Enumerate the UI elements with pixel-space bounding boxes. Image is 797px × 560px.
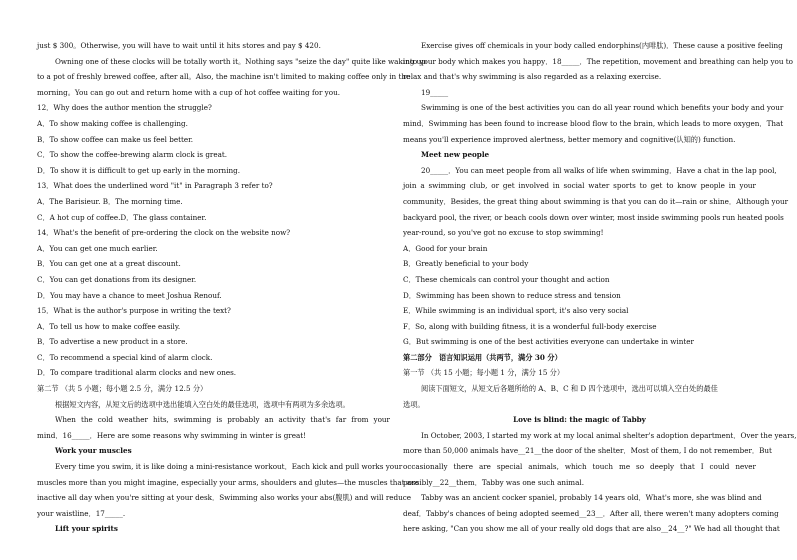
right-column-line: community．Besides, the great thing about swimming is that you can do it—rain or shine．Although your bbox=[403, 196, 789, 206]
right-column-line: 20_____．You can meet people from all walks of life when swimming．Have a chat in the lap pool, bbox=[421, 165, 777, 175]
right-column-line: Love is blind: the magic of Tabby bbox=[513, 415, 646, 425]
left-column-line: D．To compare traditional alarm clocks and new ones. bbox=[37, 368, 237, 378]
right-column-line: occasionally there are special animals, which touch me so deeply that I could never bbox=[403, 462, 756, 472]
right-column-line: here asking, "Can you show me all of your really old dogs that are also__24__?" We had all thought that bbox=[403, 524, 780, 534]
right-column-line: 阅读下面短文，从短文后各题所给的 A、B、C 和 D 四个选项中，选出可以填入空白处的最佳 bbox=[421, 384, 718, 394]
right-column-line: more than 50,000 animals have__21__the door of the shelter．Most of them, I do not remember．But bbox=[403, 446, 772, 456]
left-column-line: B．To show coffee can make us feel better. bbox=[37, 134, 194, 144]
right-column-line: 选项。 bbox=[403, 399, 425, 409]
left-column-line: C．To show the coffee-brewing alarm clock is great. bbox=[37, 150, 228, 160]
right-column-line: possibly__22__them．Tabby was one such animal. bbox=[403, 477, 584, 487]
left-column-line: 15．What is the author's purpose in writing the text? bbox=[37, 306, 231, 316]
left-column-line: Work your muscles bbox=[55, 446, 132, 456]
left-column-line: C．A hot cup of coffee.D．The glass container. bbox=[37, 212, 207, 222]
left-column-line: A．To show making coffee is challenging. bbox=[37, 118, 188, 128]
right-column-line: F．So, along with building fitness, it is a wonderful full-body exercise bbox=[403, 321, 657, 331]
left-column-line: A．You can get one much earlier. bbox=[37, 243, 158, 253]
left-column-line: A．The Barisieur. B．The morning time. bbox=[37, 196, 183, 206]
left-column-line: morning。You can go out and return home with a cup of hot coffee waiting for you. bbox=[37, 87, 340, 97]
left-column-line: C．You can get donations from its designer. bbox=[37, 274, 197, 284]
right-column-line: B．Greatly beneficial to your body bbox=[403, 259, 529, 269]
right-column-line: Meet new people bbox=[421, 150, 490, 160]
right-column-line: 19_____ bbox=[421, 87, 449, 97]
left-column-line: 根据短文内容，从短文后的选项中选出能填入空白处的最佳选项，选项中有两项为多余选项。 bbox=[55, 399, 350, 409]
right-column-line: G．But swimming is one of the best activities everyone can undertake in winter bbox=[403, 337, 694, 347]
right-column-line: A．Good for your brain bbox=[403, 243, 488, 253]
right-column-line: mind．Swimming has been found to increase blood flow to the brain, which leads to more oxygen．That bbox=[403, 118, 784, 128]
left-column-line: B．You can get one at a great discount. bbox=[37, 259, 181, 269]
right-column-line: means you'll experience improved alertness, better memory and cognitive(认知的) function. bbox=[403, 134, 736, 144]
left-column-line: 13．What does the underlined word "it" in Paragraph 3 refer to? bbox=[37, 181, 273, 191]
right-column-line: Exercise gives off chemicals in your body called endorphins(内啡肽)．These cause a positive feeling bbox=[421, 41, 783, 50]
left-column-line: just $ 300。Otherwise, you will have to wait until it hits stores and pay $ 420. bbox=[37, 41, 321, 50]
right-column-line: relax and that's why swimming is also regarded as a relaxing exercise. bbox=[403, 72, 662, 82]
left-column-line: mind．16_____．Here are some reasons why swimming in winter is great! bbox=[37, 430, 307, 440]
left-column-line: your waistline．17_____. bbox=[37, 508, 126, 518]
left-column bbox=[37, 38, 426, 537]
right-column-line: C．These chemicals can control your thought and action bbox=[403, 274, 610, 284]
left-column-line: muscles more than you might imagine, especially your arms, shoulders and glutes—the muscles that are bbox=[37, 477, 419, 487]
left-column-line: Owning one of these clocks will be totally worth it。Nothing says "seize the day" quite like waking up bbox=[55, 56, 426, 66]
left-column-line: 第二节 （共 5 小题；每小题 2.5 分，满分 12.5 分） bbox=[37, 384, 208, 394]
left-column-line: A．To tell us how to make coffee easily. bbox=[37, 321, 181, 331]
left-column-line: When the cold weather hits, swimming is probably an activity that's far from your bbox=[55, 415, 390, 425]
right-column-line: join a swimming club, or get involved in social water sports to get to know people in your bbox=[403, 181, 756, 191]
right-column-line: Swimming is one of the best activities you can do all year round which benefits your body and your bbox=[421, 103, 784, 113]
right-column bbox=[403, 38, 797, 537]
right-column-line: into your body which makes you happy．18_____．The repetition, movement and breathing can help you to bbox=[403, 56, 793, 66]
right-column-line: D．Swimming has been shown to reduce stress and tension bbox=[403, 290, 621, 300]
right-column-line: deaf．Tabby's chances of being adopted seemed__23__．After all, there weren't many adopters coming bbox=[403, 508, 779, 518]
left-column-line: 12．Why does the author mention the struggle? bbox=[37, 103, 212, 113]
left-column-line: D．You may have a chance to meet Joshua Renouf. bbox=[37, 290, 222, 300]
left-column-line: B．To advertise a new product in a store. bbox=[37, 337, 188, 347]
left-column-line: Every time you swim, it is like doing a mini-resistance workout．Each kick and pull works your bbox=[55, 462, 403, 472]
right-column-line: In October, 2003, I started my work at my local animal shelter's adoption department．Over the years, bbox=[421, 430, 797, 440]
right-column-line: year-round, so you've got no excuse to stop swimming! bbox=[403, 228, 604, 238]
left-column-line: to a pot of freshly brewed coffee, after all。Also, the machine isn't limited to making coffee only in the bbox=[37, 72, 411, 82]
right-column-line: backyard pool, the river, or beach cools down over winter, most inside swimming pools run heated pools bbox=[403, 212, 784, 222]
left-column-line: 14．What's the benefit of pre-ordering the clock on the website now? bbox=[37, 228, 291, 238]
right-column-line: E．While swimming is an individual sport, it's also very social bbox=[403, 306, 629, 316]
right-column-line: 第二部分 语言知识运用（共两节，满分 30 分） bbox=[403, 352, 562, 362]
right-column-line: Tabby was an ancient cocker spaniel, probably 14 years old．What's more, she was blind and bbox=[421, 493, 762, 503]
left-column-line: D．To show it is difficult to get up early in the morning. bbox=[37, 165, 241, 175]
left-column-line: Lift your spirits bbox=[55, 524, 118, 534]
left-column-line: inactive all day when you're sitting at your desk．Swimming also works your abs(腹肌) and will reduce bbox=[37, 493, 412, 503]
right-column-line: 第一节 （共 15 小题；每小题 1 分，满分 15 分） bbox=[403, 368, 565, 378]
left-column-line: C．To recommend a special kind of alarm clock. bbox=[37, 352, 213, 362]
